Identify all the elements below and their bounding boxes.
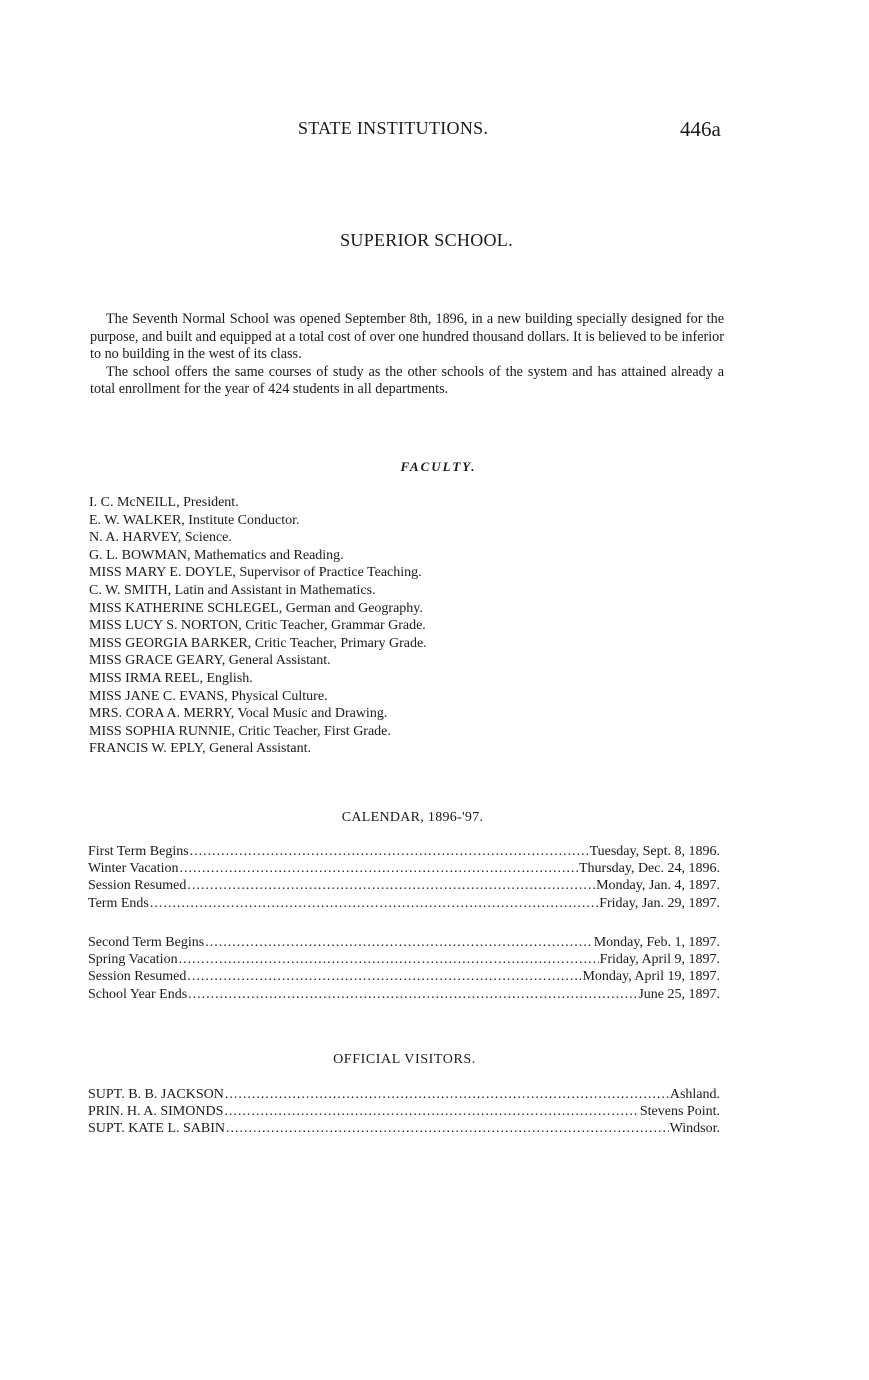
dot-leader: [205, 934, 593, 951]
visitor-name: PRIN. H. A. SIMONDS: [88, 1104, 224, 1120]
visitors-list: [88, 1086, 720, 1138]
dot-leader: [180, 860, 578, 877]
calendar-row: [88, 986, 720, 1003]
calendar-date: Thursday, Dec. 24, 1896.: [578, 861, 720, 877]
calendar-date: Friday, Jan. 29, 1897.: [599, 895, 720, 911]
faculty-heading: FACULTY.: [400, 459, 477, 474]
calendar-row: [88, 951, 720, 968]
calendar-first-term: [88, 843, 720, 912]
calendar-event: Session Resumed: [88, 969, 187, 985]
faculty-member: N. A. HARVEY, Science.: [89, 530, 232, 546]
intro-paragraph-1: The Seventh Normal School was opened September 8th, 1896, in a new building specially designed for the purpose, and built and equipped at a total cost of over one hundred thousand dollars. It is believed to be inferior to no building in the west of its class.: [90, 311, 724, 362]
dot-leader: [188, 986, 637, 1003]
calendar-second-term: [88, 934, 720, 1003]
calendar-date: June 25, 1897.: [638, 986, 720, 1002]
calendar-date: Tuesday, Sept. 8, 1896.: [589, 844, 720, 859]
faculty-member: MISS LUCY S. NORTON, Critic Teacher, Grammar Grade.: [89, 618, 426, 634]
calendar-date: Monday, April 19, 1897.: [582, 969, 720, 985]
visitors-heading: OFFICIAL VISITORS.: [333, 1052, 476, 1067]
dot-leader: [150, 895, 598, 912]
running-title: STATE INSTITUTIONS.: [298, 118, 489, 138]
calendar-row: [88, 934, 720, 951]
faculty-member: MISS KATHERINE SCHLEGEL, German and Geography.: [89, 600, 423, 616]
faculty-member: MRS. CORA A. MERRY, Vocal Music and Drawing.: [89, 706, 388, 722]
faculty-member: MISS MARY E. DOYLE, Supervisor of Practice Teaching.: [89, 565, 422, 581]
calendar-event: Session Resumed: [88, 878, 187, 894]
calendar-event: Term Ends: [88, 895, 149, 911]
calendar-row: [88, 968, 720, 985]
faculty-member: MISS IRMA REEL, English.: [89, 670, 253, 686]
dot-leader: [225, 1086, 669, 1103]
running-header: [0, 118, 869, 146]
calendar-row: [88, 895, 720, 912]
faculty-member: I. C. McNEILL, President.: [89, 495, 239, 510]
faculty-member: E. W. WALKER, Institute Conductor.: [89, 512, 300, 528]
visitor-row: [88, 1086, 720, 1103]
calendar-event: Second Term Begins: [88, 935, 205, 950]
calendar-event: School Year Ends: [88, 986, 188, 1002]
dot-leader: [179, 951, 599, 968]
calendar-date: Monday, Jan. 4, 1897.: [596, 878, 720, 894]
dot-leader: [190, 843, 589, 860]
visitor-name: SUPT. KATE L. SABIN: [88, 1121, 226, 1137]
calendar-row: [88, 843, 720, 860]
faculty-list: [89, 494, 427, 758]
visitor-place: Ashland.: [669, 1087, 720, 1102]
page-title: SUPERIOR SCHOOL.: [340, 230, 513, 250]
dot-leader: [224, 1103, 639, 1120]
dot-leader: [187, 968, 581, 985]
faculty-member: FRANCIS W. EPLY, General Assistant.: [89, 741, 311, 757]
intro-text: [90, 311, 724, 399]
calendar-row: [88, 860, 720, 877]
calendar-date: Monday, Feb. 1, 1897.: [593, 935, 720, 950]
visitor-name: SUPT. B. B. JACKSON: [88, 1087, 224, 1102]
faculty-member: C. W. SMITH, Latin and Assistant in Mathematics.: [89, 582, 376, 598]
calendar-row: [88, 877, 720, 894]
page-number: 446a: [680, 117, 721, 141]
visitor-row: [88, 1120, 720, 1137]
visitor-place: Stevens Point.: [639, 1104, 720, 1120]
faculty-member: G. L. BOWMAN, Mathematics and Reading.: [89, 547, 344, 563]
calendar-heading: CALENDAR, 1896-'97.: [341, 810, 484, 825]
dot-leader: [226, 1120, 669, 1137]
calendar-event: First Term Begins: [88, 844, 189, 859]
faculty-member: MISS GRACE GEARY, General Assistant.: [89, 653, 331, 669]
dot-leader: [187, 877, 595, 894]
faculty-member: MISS JANE C. EVANS, Physical Culture.: [89, 688, 328, 704]
calendar-event: Winter Vacation: [88, 861, 179, 877]
intro-paragraph-2: The school offers the same courses of study as the other schools of the system and has attained already a total enrollment for the year of 424 students in all departments.: [90, 363, 724, 397]
calendar-event: Spring Vacation: [88, 952, 178, 968]
visitor-row: [88, 1103, 720, 1120]
calendar-date: Friday, April 9, 1897.: [599, 952, 720, 968]
faculty-member: MISS GEORGIA BARKER, Critic Teacher, Primary Grade.: [89, 635, 427, 651]
faculty-member: MISS SOPHIA RUNNIE, Critic Teacher, First Grade.: [89, 723, 391, 739]
visitor-place: Windsor.: [669, 1121, 720, 1137]
